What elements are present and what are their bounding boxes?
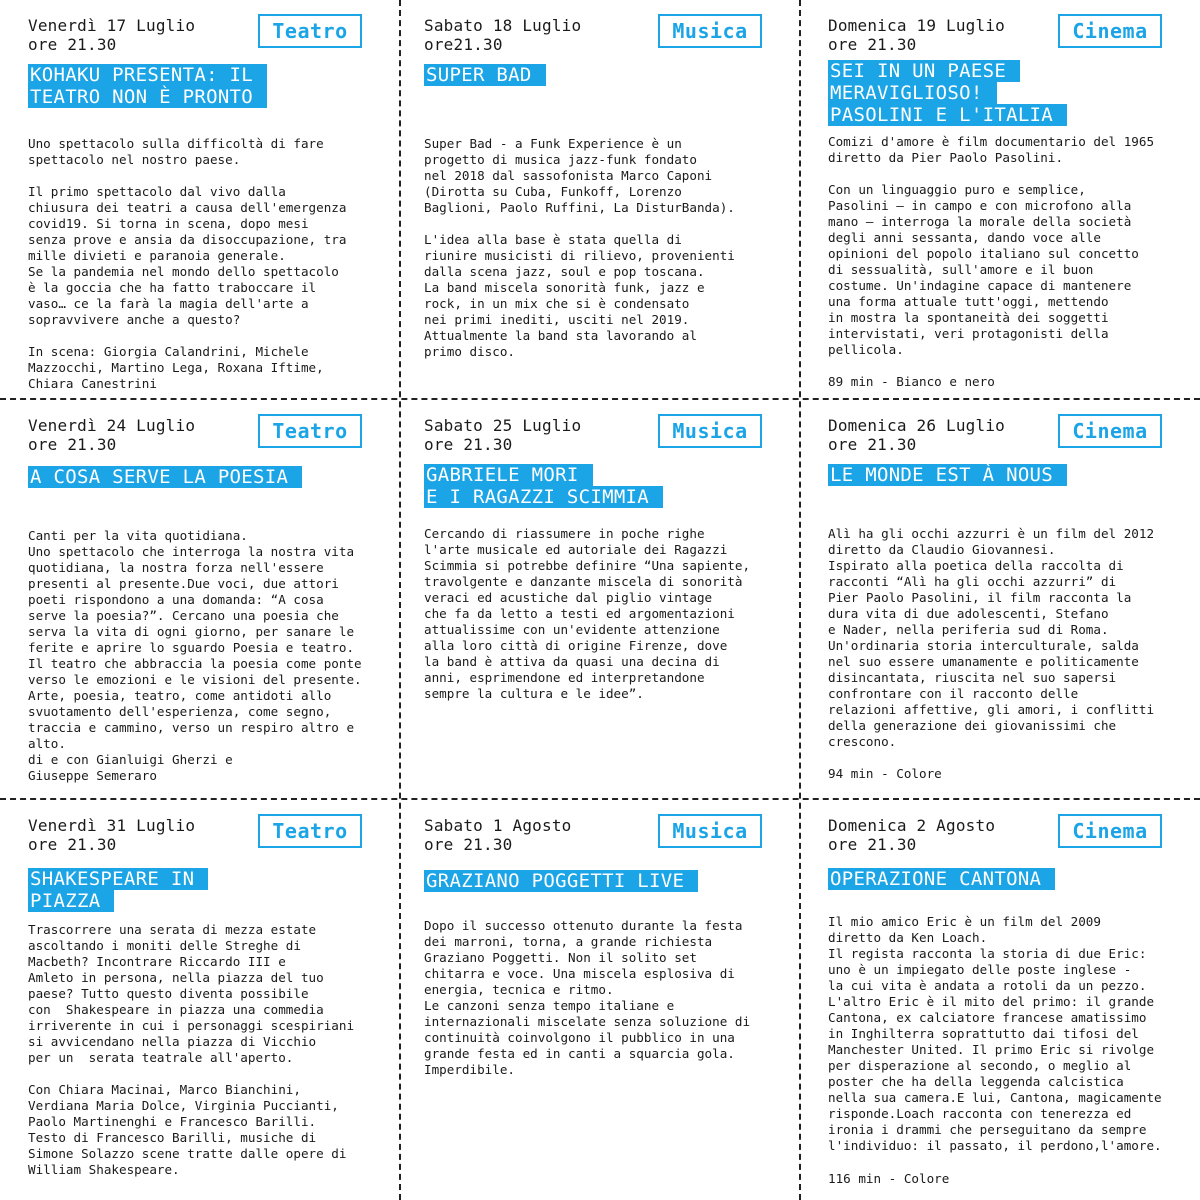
event-description: Super Bad - a Funk Experience è un progetto di musica jazz-funk fondato nel 2018 dal sassofonista Marco Caponi (Dirotta su Cuba, Funkoff, Lorenzo Baglioni, Paolo Ruffini, La DisturBanda). L'idea alla base è stata quella di riunire musicisti di rilievo, provenienti dalla scena jazz, soul e pop toscana. La band miscela sonorità funk, jazz e rock, in un mix che si è condensato nei primi inediti, usciti nel 2019. Attualmente la band sta lavorando al primo disco. xyxy=(424,136,735,359)
event-title xyxy=(424,870,754,892)
event-title-line: MERAVIGLIOSO! xyxy=(828,82,1158,104)
category-badge: Teatro xyxy=(258,414,362,448)
event-duration: 94 min - Colore xyxy=(828,766,942,781)
event-card-musica xyxy=(400,400,800,800)
event-description: Dopo il successo ottenuto durante la festa dei marroni, torna, a grande richiesta Graziano Poggetti. Non il solito set chitarra e voce. Una miscela esplosiva di energia, tecnica e ritmo. Le canzoni senza tempo italiane e internazionali miscelate senza soluzione di continuità coinvolgono il pubblico in una grande festa ed in canti a squarcia gola. Imperdibile. xyxy=(424,918,751,1077)
event-date: Venerdì 17 Luglio ore 21.30 xyxy=(28,16,196,54)
event-title-line: LE MONDE EST À NOUS xyxy=(828,464,1158,486)
event-title xyxy=(828,60,1158,126)
category-badge: Musica xyxy=(658,14,762,48)
event-title xyxy=(424,64,754,86)
event-title-line: OPERAZIONE CANTONA xyxy=(828,868,1158,890)
event-description: Il mio amico Eric è un film del 2009 diretto da Ken Loach. Il regista racconta la storia di due Eric: uno è un impiegato delle poste inglese - la cui vita è andata a rotoli da un pezzo. L'altro Eric è il mito del primo: il grande Cantona, ex calciatore francese amatissimo in Inghilterra soprattutto dai tifosi del Manchester United. Il primo Eric si rivolge per disperazione al secondo, o meglio al poster che ha della leggenda calcistica nella sua camera.E lui, Cantona, magicamente risponde.Loach racconta con tenerezza ed ironia i drammi che perseguitano da sempre l'individuo: il passato, il perdono,l'amore. xyxy=(828,914,1162,1153)
event-title xyxy=(28,64,358,108)
event-date: Sabato 18 Luglio ore21.30 xyxy=(424,16,582,54)
event-date: Venerdì 31 Luglio ore 21.30 xyxy=(28,816,196,854)
event-description: Canti per la vita quotidiana. Uno spettacolo che interroga la nostra vita quotidiana, la nostra forza nell'essere presenti al presente.Due voci, due attori poeti rispondono a una domanda: “A cosa serve la poesia?”. Cercano una poesia che serva la vita di ogni giorno, per sanare le ferite e aprire lo sguardo Poesia e teatro. Il teatro che abbraccia la poesia come ponte verso le emozioni e le visioni del presente. Arte, poesia, teatro, come antidoti allo svuotamento dell'esperienza, come segno, traccia e cammino, verso un respiro altro e alto. di e con Gianluigi Gherzi e Giuseppe Semeraro xyxy=(28,528,362,783)
event-card-teatro xyxy=(0,800,400,1200)
event-date: Domenica 26 Luglio ore 21.30 xyxy=(828,416,1005,454)
event-title-line: GRAZIANO POGGETTI LIVE xyxy=(424,870,754,892)
event-title-line: SHAKESPEARE IN xyxy=(28,868,358,890)
category-badge: Cinema xyxy=(1058,814,1162,848)
event-description: Uno spettacolo sulla difficoltà di fare spettacolo nel nostro paese. Il primo spettacolo dal vivo dalla chiusura dei teatri a causa dell'emergenza covid19. Si torna in scena, dopo mesi senza prove e ansia da disoccupazione, tra mille divieti e paranoia generale. Se la pandemia nel mondo dello spettacolo è la goccia che ha fatto traboccare il vaso… ce la farà la magia dell'arte a sopravvivere anche a questo? In scena: Giorgia Calandrini, Michele Mazzocchi, Martino Lega, Roxana Iftime, Chiara Canestrini xyxy=(28,136,347,391)
event-title xyxy=(828,868,1158,890)
event-card-teatro xyxy=(0,0,400,400)
category-badge: Teatro xyxy=(258,14,362,48)
event-date: Sabato 25 Luglio ore 21.30 xyxy=(424,416,582,454)
category-badge: Musica xyxy=(658,414,762,448)
event-card-cinema xyxy=(800,0,1200,400)
event-title-line: E I RAGAZZI SCIMMIA xyxy=(424,486,754,508)
event-title xyxy=(28,466,358,488)
event-card-musica xyxy=(400,0,800,400)
category-badge: Teatro xyxy=(258,814,362,848)
event-date: Domenica 19 Luglio ore 21.30 xyxy=(828,16,1005,54)
event-description: Comizi d'amore è film documentario del 1965 diretto da Pier Paolo Pasolini. Con un linguaggio puro e semplice, Pasolini – in campo e con microfono alla mano – interroga la morale della società degli anni sessanta, dando voce alle opinioni del popolo italiano sul concetto di sessualità, sull'amore e il buon costume. Un'indagine capace di mantenere una forma attuale tutt'oggi, mettendo in mostra la spontaneità dei soggetti intervistati, veri protagonisti della pellicola. xyxy=(828,134,1155,357)
event-card-musica xyxy=(400,800,800,1200)
event-title xyxy=(28,868,358,912)
event-card-cinema xyxy=(800,400,1200,800)
event-title xyxy=(424,464,754,508)
event-card-cinema xyxy=(800,800,1200,1200)
event-title-line: KOHAKU PRESENTA: IL xyxy=(28,64,358,86)
event-date: Venerdì 24 Luglio ore 21.30 xyxy=(28,416,196,454)
event-title-line: SEI IN UN PAESE xyxy=(828,60,1158,82)
category-badge: Cinema xyxy=(1058,414,1162,448)
event-description: Alì ha gli occhi azzurri è un film del 2012 diretto da Claudio Giovannesi. Ispirato alla poetica della raccolta di racconti “Alì ha gli occhi azzurri” di Pier Paolo Pasolini, il film racconta la dura vita di due adolescenti, Stefano e Nader, nella periferia sud di Roma. Un'ordinaria storia interculturale, salda nel suo essere umanamente e politicamente disincantata, riuscita nel suo sapersi confrontare con il racconto delle relazioni affettive, gli amori, i conflitti della generazione dei giovanissimi che crescono. xyxy=(828,526,1155,749)
event-description: Cercando di riassumere in poche righe l'arte musicale ed autoriale dei Ragazzi Scimmia si potrebbe definire “Una sapiente, travolgente e danzante miscela di sonorità veraci ed acustiche dal piglio vintage che fa da letto a testi ed argomentazioni attualissime con un'evidente attenzione alla loro città di origine Firenze, dove la band è attiva da quasi una decina di anni, esprimendone ed interpretandone sempre la cultura e le idee”. xyxy=(424,526,751,701)
event-title-line: PASOLINI E L'ITALIA xyxy=(828,104,1158,126)
event-description: Trascorrere una serata di mezza estate ascoltando i moniti delle Streghe di Macbeth? Incontrare Riccardo III e Amleto in persona, nella piazza del tuo paese? Tutto questo diventa possibile con Shakespeare in piazza una commedia irriverente in cui i personaggi scespiriani si avvicendano nella piazza di Vicchio per un serata teatrale all'aperto. Con Chiara Macinai, Marco Bianchini, Verdiana Maria Dolce, Virginia Puccianti, Paolo Martinenghi e Francesco Barilli. Testo di Francesco Barilli, musiche di Simone Solazzo scene tratte dalle opere di William Shakespeare. xyxy=(28,922,355,1177)
event-card-teatro xyxy=(0,400,400,800)
event-title-line: TEATRO NON È PRONTO xyxy=(28,86,358,108)
event-duration: 89 min - Bianco e nero xyxy=(828,374,995,389)
event-title-line: GABRIELE MORI xyxy=(424,464,754,486)
event-title-line: PIAZZA xyxy=(28,890,358,912)
event-title-line: A COSA SERVE LA POESIA xyxy=(28,466,358,488)
event-title xyxy=(828,464,1158,486)
event-date: Domenica 2 Agosto ore 21.30 xyxy=(828,816,996,854)
event-title-line: SUPER BAD xyxy=(424,64,754,86)
category-badge: Cinema xyxy=(1058,14,1162,48)
event-duration: 116 min - Colore xyxy=(828,1171,950,1186)
category-badge: Musica xyxy=(658,814,762,848)
event-date: Sabato 1 Agosto ore 21.30 xyxy=(424,816,572,854)
